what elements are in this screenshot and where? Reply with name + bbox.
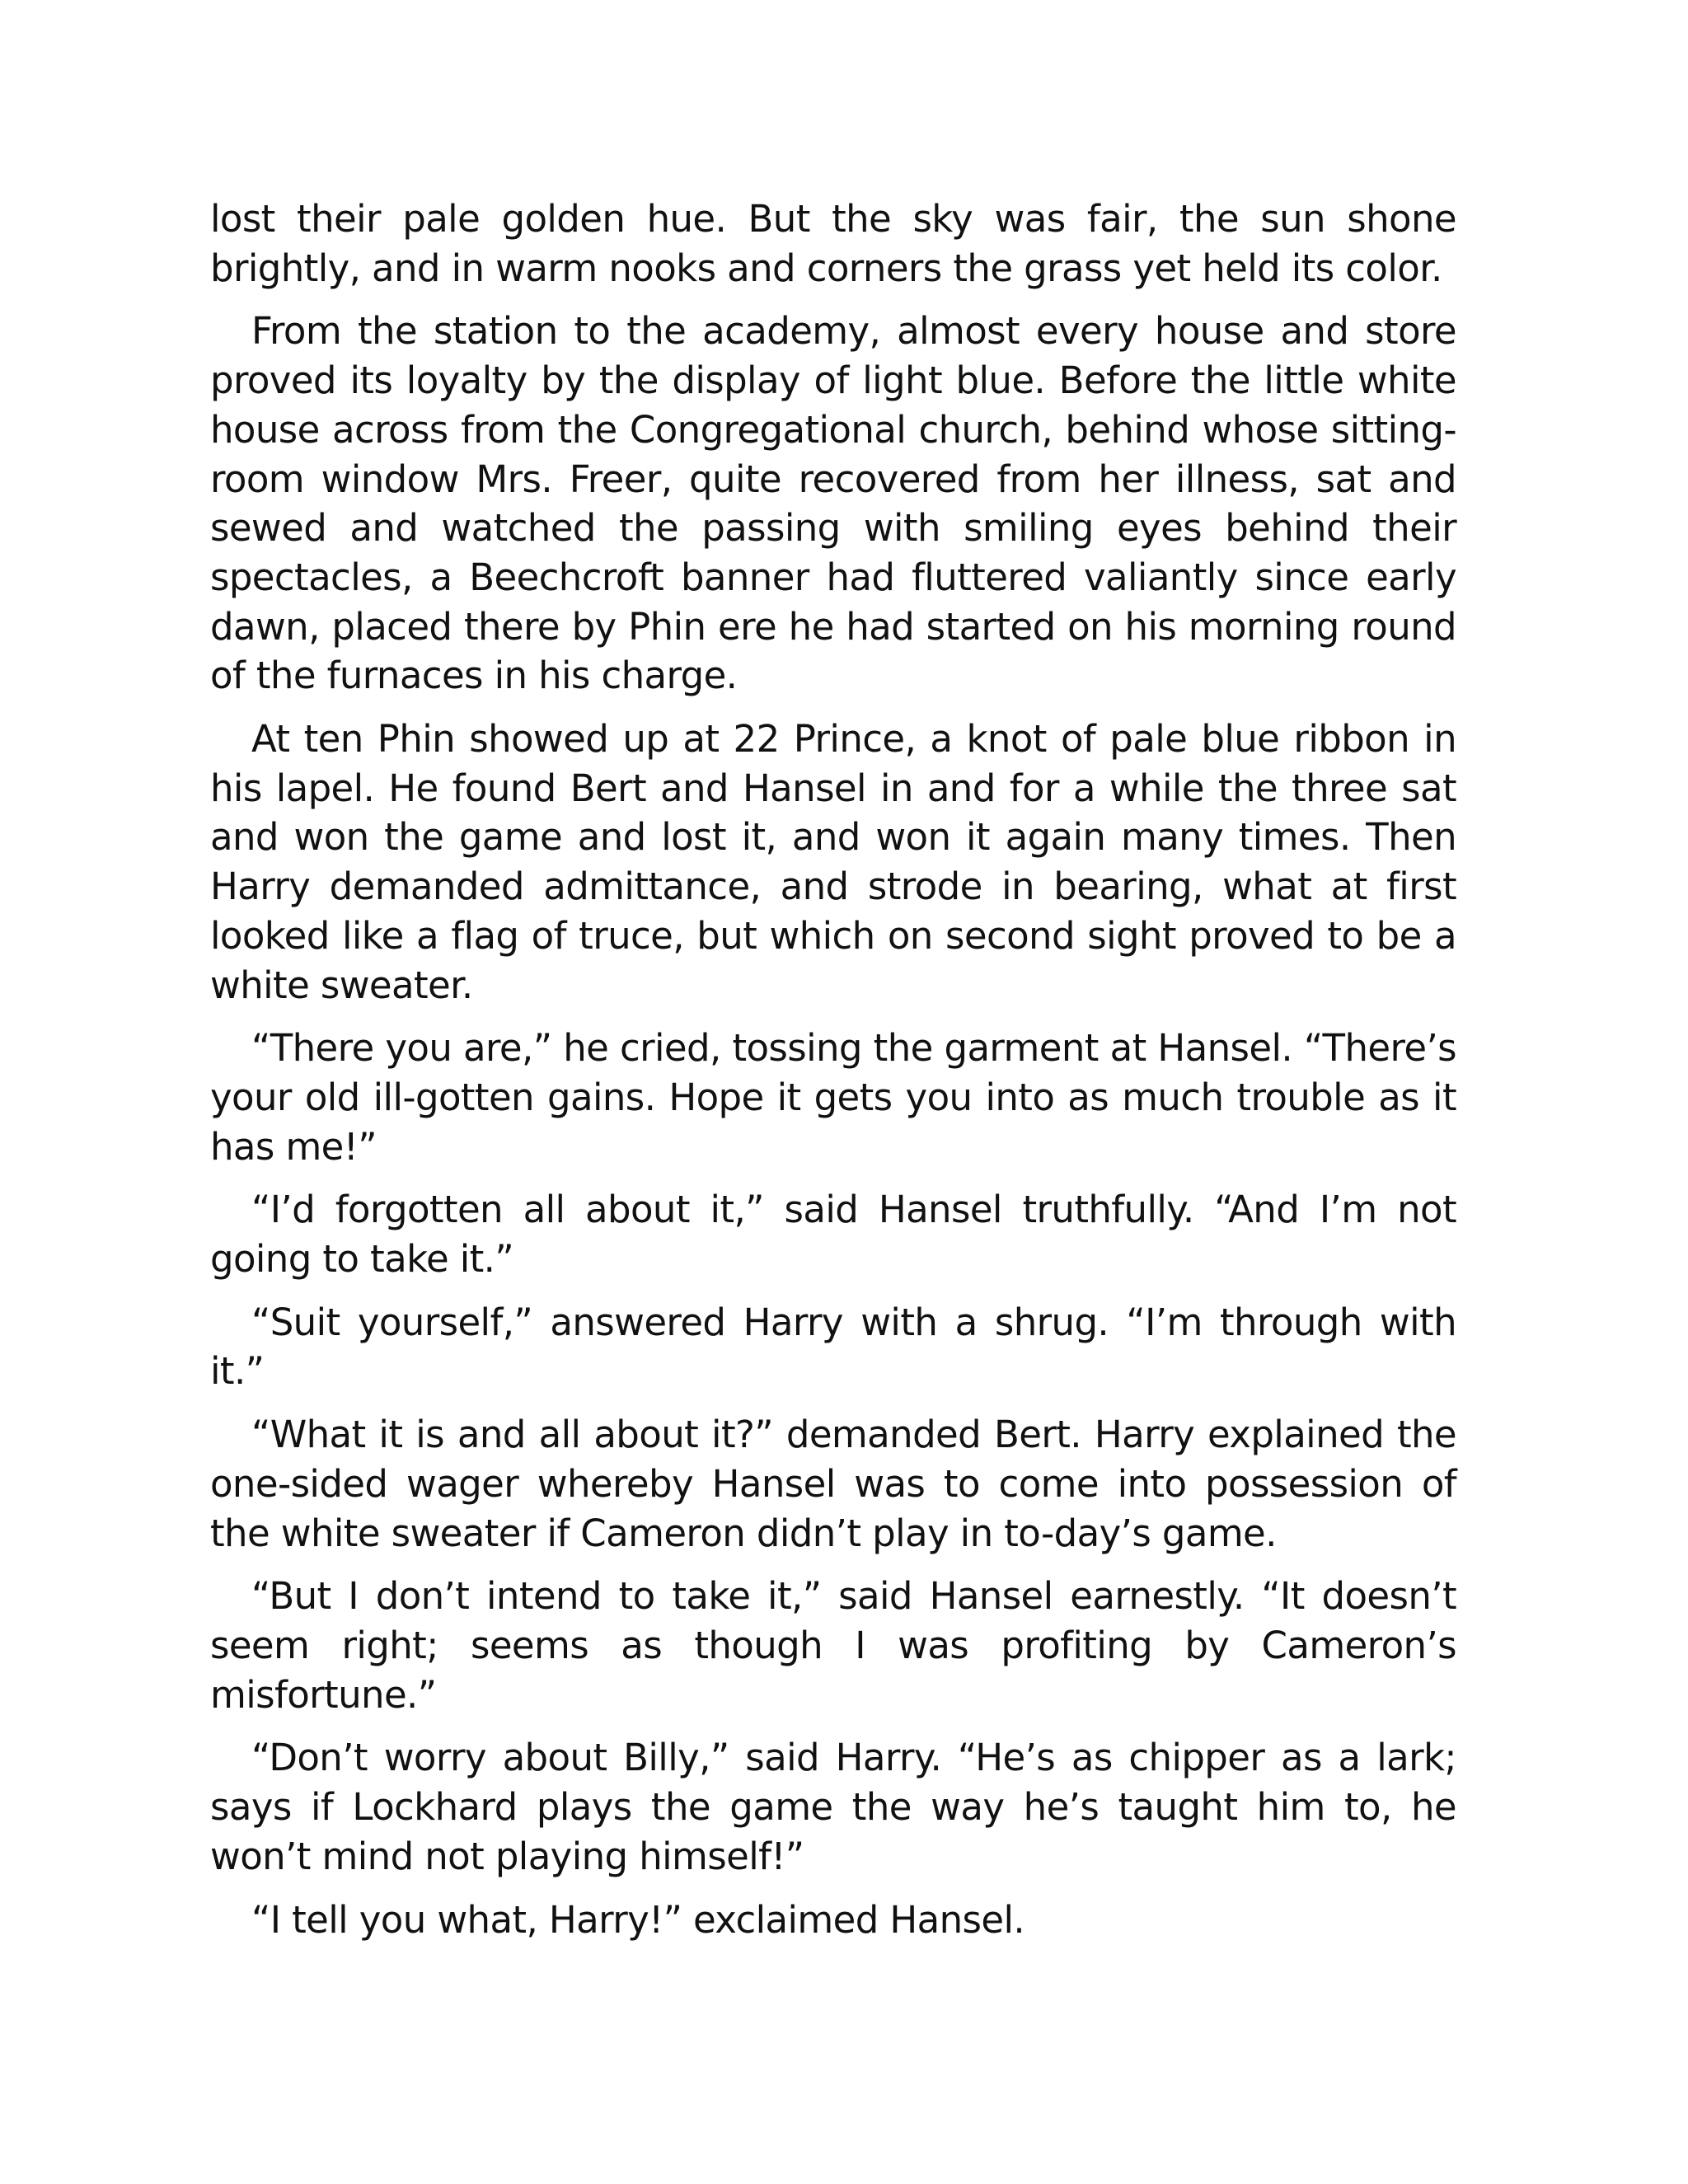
paragraph: “Don’t worry about Billy,” said Harry. “He’s as chipper as a lark; says if Lockhard plays the game the way he’s taught him to, he won’t mind not playing himself!”: [210, 1736, 1456, 1878]
paragraph: “What it is and all about it?” demanded Bert. Harry explained the one-sided wager whereby Hansel was to come into possession of the white sweater if Cameron didn’t play in to-day’s game.: [210, 1413, 1456, 1555]
paragraph: “There you are,” he cried, tossing the garment at Hansel. “There’s your old ill-gotten gains. Hope it gets you into as much trouble as it has me!”: [210, 1026, 1456, 1169]
paragraph: “I’d forgotten all about it,” said Hansel truthfully. “And I’m not going to take it.”: [210, 1188, 1456, 1282]
paragraph: At ten Phin showed up at 22 Prince, a knot of pale blue ribbon in his lapel. He found Bert and Hansel in and for a while the three sat and won the game and lost it, and won it again many times. Then Harry demanded admittance, and strode in bearing, what at first looked like a flag of truce, but which on second sight proved to be a white sweater.: [210, 717, 1456, 1007]
paragraph: “I tell you what, Harry!” exclaimed Hansel.: [251, 1897, 1025, 1942]
paragraph: lost their pale golden hue. But the sky was fair, the sun shone brightly, and in warm nooks and corners the grass yet held its color.: [210, 197, 1456, 290]
page-body: [210, 194, 1456, 1958]
paragraph: From the station to the academy, almost every house and store proved its loyalty by the display of light blue. Before the little white house across from the Congregational church, behind whose sitting-room window Mrs. Freer, quite recovered from her illness, sat and sewed and watched the passing with smiling eyes behind their spectacles, a Beechcroft banner had fluttered valiantly since early dawn, placed there by Phin ere he had started on his morning round of the furnaces in his charge.: [210, 309, 1456, 698]
paragraph: “Suit yourself,” answered Harry with a shrug. “I’m through with it.”: [210, 1300, 1456, 1394]
paragraph: “But I don’t intend to take it,” said Hansel earnestly. “It doesn’t seem right; seems as though I was profiting by Cameron’s misfortune.”: [210, 1574, 1456, 1717]
